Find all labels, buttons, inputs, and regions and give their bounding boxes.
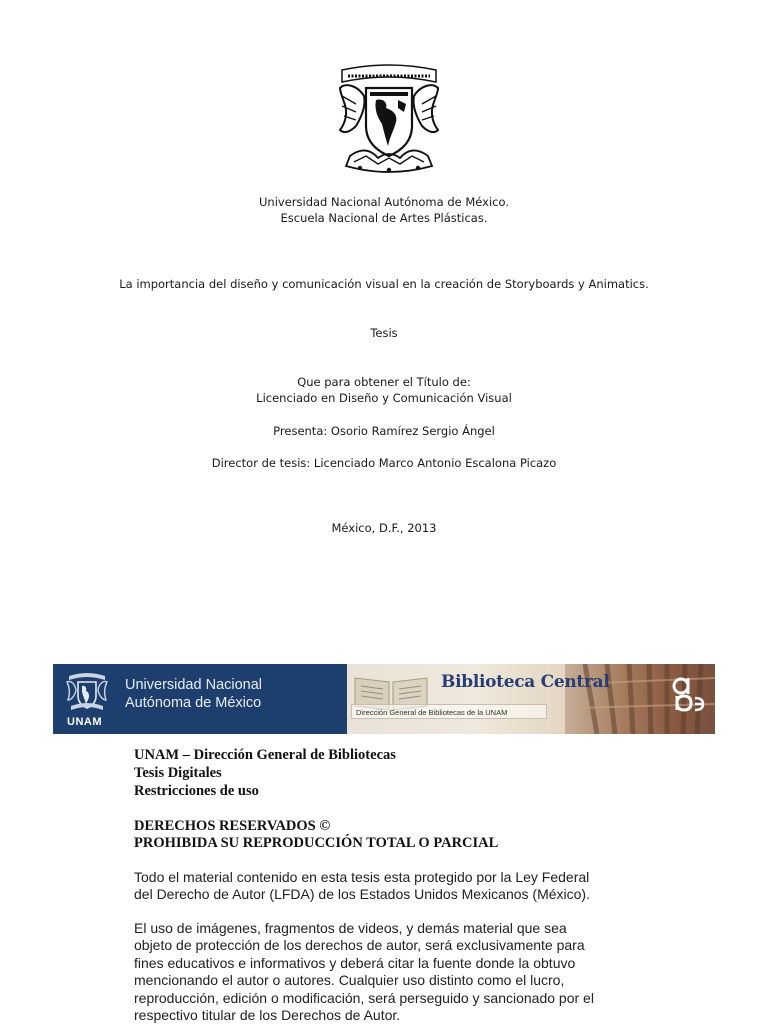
copyright-paragraph [134,869,614,904]
rights-reserved: DERECHOS RESERVADOS © [134,818,331,834]
unam-banner-section [53,664,347,734]
unam-coat-of-arms-icon [336,60,442,178]
paragraph-line: mencionando el autor o autores. Cualquier uso distinto como el lucro, [134,972,565,989]
paragraph-line: del Derecho de Autor (LFDA) de los Estados Unidos Mexicanos (México). [134,886,590,903]
library-banner-section [347,664,715,734]
thesis-title: La importancia del diseño y comunicación visual en la creación de Storyboards y Animatics. [119,277,649,291]
presenter-line: Presenta: Osorio Ramírez Sergio Ángel [273,424,495,438]
notice-heading-restrictions: Restricciones de uso [134,783,259,799]
library-subtitle: Dirección General de Bibliotecas de la UNAM [351,704,547,719]
reproduction-prohibited: PROHIBIDA SU REPRODUCCIÓN TOTAL O PARCIAL [134,835,499,851]
library-banner [53,664,715,734]
university-name: Universidad Nacional Autónoma de México. [259,195,509,209]
paragraph-line: fines educativos e informativos y deberá citar la fuente donde la obtuvo [134,954,576,971]
paragraph-line: objeto de protección de los derechos de autor, será exclusivamente para [134,937,585,954]
degree-purpose-line: Que para obtener el Título de: [297,375,471,389]
dgb-monogram-logo-icon [669,674,705,714]
usage-paragraph [134,920,614,1024]
director-line: Director de tesis: Licenciado Marco Antonio Escalona Picazo [211,456,557,470]
library-title: Biblioteca Central [441,672,610,692]
paragraph-line: respectivo titular de los Derechos de Autor. [134,1007,401,1024]
banner-university-line1: Universidad Nacional [125,677,263,693]
notice-heading-digital-theses: Tesis Digitales [134,765,222,781]
unam-shield-logo-icon [65,670,109,712]
notice-heading-library: UNAM – Dirección General de Bibliotecas [134,747,396,763]
unam-label: UNAM [67,716,102,728]
paragraph-line: El uso de imágenes, fragmentos de videos, y demás material que sea [134,920,567,936]
school-name: Escuela Nacional de Artes Plásticas. [280,211,488,225]
paragraph-line: Todo el material contenido en esta tesis esta protegido por la Ley Federal [134,869,590,885]
document-type: Tesis [370,326,398,340]
banner-university-line2: Autónoma de México [125,695,262,711]
place-date: México, D.F., 2013 [331,521,437,535]
degree-name: Licenciado en Diseño y Comunicación Visual [256,391,512,405]
paragraph-line: reproducción, edición o modificación, será perseguido y sancionado por el [134,989,594,1006]
